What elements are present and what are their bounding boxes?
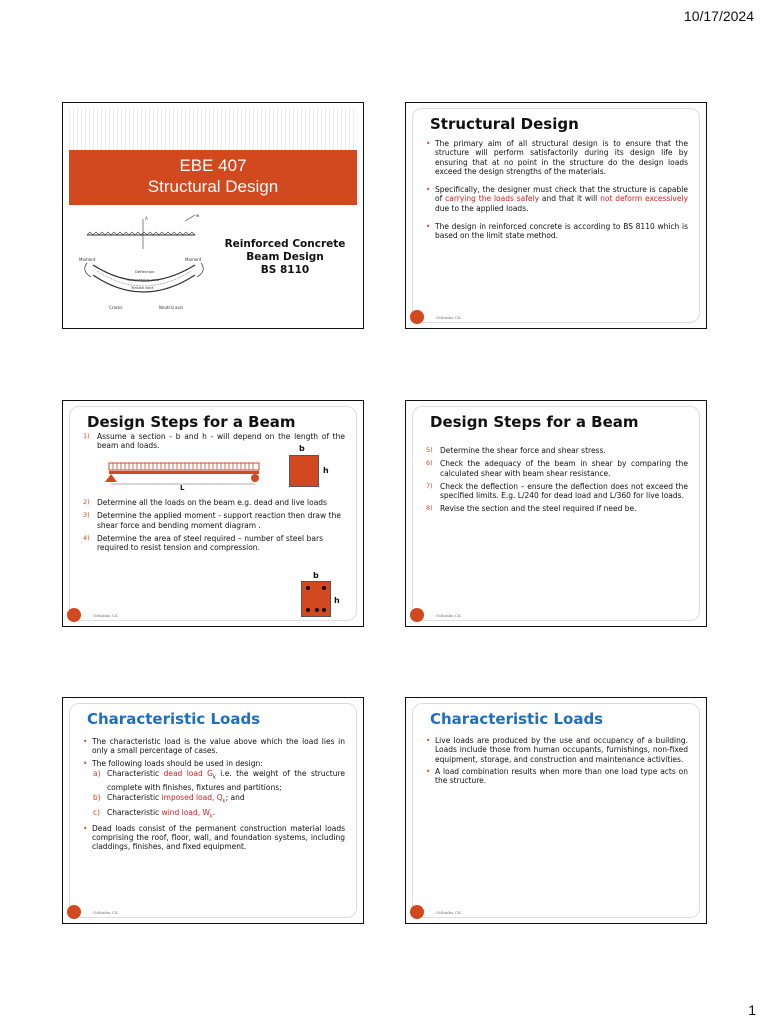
sub-item-b: b) Characteristic imposed load, $Q_k$; and (93, 792, 245, 805)
print-date: 10/17/2024 (683, 8, 754, 24)
subtitle-line-3: BS 8110 (260, 264, 310, 276)
label-a: A (145, 216, 148, 221)
label-w: w (196, 213, 200, 218)
label-neutral-axis: Neutral axis (159, 305, 184, 310)
highlight: carrying the loads safely (445, 194, 540, 204)
subscript: k (212, 774, 216, 781)
step-8: 8) Revise the section and the steel required if need be. (426, 504, 637, 514)
sub-item-c: c) Characteristic wind load, $W_k$. (93, 807, 216, 820)
subscript: k (222, 798, 226, 805)
highlight: imposed load, Q (161, 792, 223, 802)
slide-3 (62, 400, 364, 627)
slide-1-header-pattern (69, 108, 357, 150)
pin-support-icon (105, 474, 117, 482)
subtitle-line-1: Reinforced Concrete (224, 238, 346, 250)
subscript: k (209, 813, 213, 820)
step-4: 4) Determine the area of steel required – number of steel bars required to resist tension and compression. (83, 533, 323, 553)
bullet-list (83, 737, 345, 857)
slide-title: Characteristic Loads (430, 710, 604, 728)
bullet-list (426, 736, 688, 791)
text: due to the applied loads. (435, 203, 529, 213)
highlight: not deform excessively (600, 194, 689, 204)
numbered-list (83, 498, 341, 556)
text: Characteristic (107, 807, 162, 817)
text: i.e. the weight of the structure complete with finishes, fixtures and partitions; (107, 768, 345, 792)
label-moment-right: Moment (185, 257, 202, 262)
roller-support-icon (251, 474, 259, 482)
footer-text: Githinku CK (436, 910, 461, 915)
page-number: 1 (748, 1002, 756, 1018)
subtitle-line-2: Beam Design (246, 251, 324, 263)
step-6: 6) Check the adequacy of the beam in shear by comparing the calculated shear with beam shear resistance. (426, 459, 688, 478)
bullet-item: • The design in reinforced concrete is according to BS 8110 which is based on the limit state method. (426, 222, 688, 241)
step-text: Check the deflection – ensure the deflection does not exceed the specified limits. E.g. L/240 for dead load and L/360 for live loads. (440, 481, 688, 501)
step-3: 3) Determine the applied moment - support reaction then draw the shear force and bending moment diagram . (83, 511, 341, 530)
step-5: 5) Determine the shear force and shear stress. (426, 446, 606, 455)
numbered-list (426, 446, 688, 518)
sub-item-a: a) Characteristic dead load $G_k$ i.e. the weight of the structure complete with finishes, fixtures and partitions; (93, 768, 345, 792)
step-text: Determine the area of steel required – number of steel bars required to resist tension and compression. (97, 533, 323, 553)
bullet-item: • The following loads should be used in design: (83, 759, 345, 768)
text: and that it will (539, 194, 601, 204)
bullet-item: • Dead loads consist of the permanent construction material loads comprising the roof, floor, wall, and foundation systems, including claddings, finishes, and fixed equipment. (83, 824, 345, 852)
text: Characteristic (107, 768, 164, 778)
text: Specifically, the designer must check that the structure is capable of (435, 185, 688, 204)
slide-title: Structural Design (430, 115, 579, 133)
step-text: Determine the shear force and shear stress. (440, 446, 606, 455)
footer-text: Githinku CK (93, 910, 118, 915)
bullet-item: • Live loads are produced by the use and occupancy of a building. Loads include those from human occupants, furnishings, non-fixed equipment, storage, and construction and maintenance activities. (426, 736, 688, 764)
step-2: 2) Determine all the loads on the beam e.g. dead and live loads (83, 498, 327, 507)
reinforced-section (301, 581, 331, 617)
bullet-item (426, 185, 688, 213)
label-cracks: Cracks (109, 305, 123, 310)
footer-dot-icon (67, 608, 81, 622)
footer-dot-icon (410, 310, 424, 324)
footer-dot-icon (410, 608, 424, 622)
section-rectangle (289, 455, 319, 487)
slide-1-subtitle (209, 238, 361, 277)
slide-5 (62, 697, 364, 924)
numbered-list (83, 432, 345, 455)
slide-2 (405, 102, 707, 329)
footer-text: Githinku CK (436, 613, 461, 618)
label-span-L: L (180, 484, 185, 491)
beam-bending-figure (77, 211, 212, 317)
highlight: dead load G (163, 768, 213, 778)
label-h-top: h (323, 466, 329, 475)
label-b-top: b (299, 444, 305, 453)
bullet-item: • The primary aim of all structural design is to ensure that the structure will perform satisfactorily during its design life by ensuring that at no point in the structure do the design loads exceed the design strengths of the materials. (426, 139, 688, 176)
step-text: Determine the applied moment - support reaction then draw the shear force and bending moment diagram . (97, 511, 341, 530)
step-7: 7) Check the deflection – ensure the deflection does not exceed the specified limits. E.g. L/240 for dead load and L/360 for live loads. (426, 481, 688, 501)
bullet-list (426, 139, 688, 247)
label-h-bottom: h (334, 596, 340, 605)
step-text: Revise the section and the steel required if need be. (440, 504, 637, 514)
step-text: Check the adequacy of the beam in shear by comparing the calculated shear with beam shear resistance. (440, 459, 688, 478)
label-b-bottom: b (313, 571, 319, 580)
label-tension-zone: Tension zone (131, 286, 154, 290)
text: ; and (225, 792, 245, 802)
slide-1-title-band (69, 150, 357, 205)
step-text: Assume a section - b and h - will depend on the length of the beam and loads. (97, 432, 345, 451)
footer-text: Githinku CK (93, 613, 118, 618)
highlight: wind load, W (161, 807, 210, 817)
course-title: Structural Design (147, 177, 279, 196)
slide-title: Design Steps for a Beam (87, 413, 296, 431)
footer-dot-icon (67, 905, 81, 919)
beam-diagram (103, 455, 263, 491)
slide-6 (405, 697, 707, 924)
step-text: Determine all the loads on the beam e.g. dead and live loads (97, 498, 327, 507)
label-moment-left: Moment (79, 257, 96, 262)
slide-title: Characteristic Loads (87, 710, 261, 728)
bullet-item: • The characteristic load is the value above which the load lies in only a small percentage of cases. (83, 737, 345, 756)
bullet-item: • A load combination results when more than one load type acts on the structure. (426, 767, 688, 786)
footer-text: Githinku CK (436, 315, 461, 320)
label-compression-zone: Compression zone (127, 278, 160, 282)
text: Characteristic (107, 792, 162, 802)
step-1: 1) Assume a section - b and h - will depend on the length of the beam and loads. (83, 432, 345, 451)
slide-1 (62, 102, 364, 329)
footer-dot-icon (410, 905, 424, 919)
slide-title: Design Steps for a Beam (430, 413, 639, 431)
slide-4 (405, 400, 707, 627)
label-deflection: Deflection (135, 269, 155, 274)
course-code: EBE 407 (179, 156, 247, 175)
text: . (212, 807, 216, 817)
